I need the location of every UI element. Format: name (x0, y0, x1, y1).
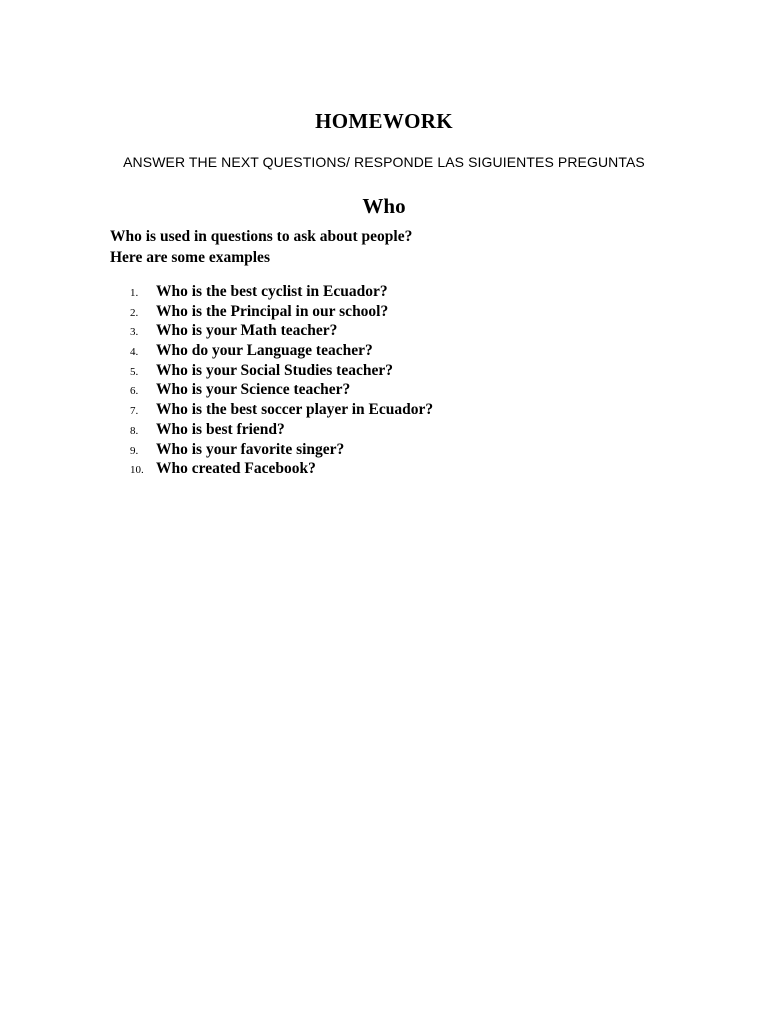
list-item (110, 282, 433, 302)
intro-emphasis: people (361, 228, 405, 245)
intro-line-2: Here are some examples (110, 249, 270, 266)
item-number: 5. (130, 365, 139, 378)
list-item (110, 341, 433, 361)
question-text: Who created Facebook? (156, 460, 316, 478)
list-item (110, 420, 433, 440)
item-number: 10. (130, 464, 144, 477)
intro-line-1 (110, 226, 412, 247)
item-number: 6. (130, 385, 139, 398)
question-text: Who is best friend? (156, 420, 285, 438)
intro-punctuation: ? (404, 228, 413, 245)
question-text: Who is your favorite singer? (156, 440, 345, 458)
list-item (110, 400, 433, 420)
item-number: 8. (130, 424, 139, 437)
item-number: 4. (130, 346, 139, 359)
item-number: 3. (130, 326, 139, 339)
question-text: Who is your Math teacher? (156, 322, 338, 340)
intro-paragraph (110, 226, 412, 268)
item-number: 7. (130, 405, 139, 418)
list-item (110, 321, 433, 341)
page-title: HOMEWORK (315, 109, 453, 133)
question-text: Who is the Principal in our school? (156, 302, 389, 320)
section-heading: Who (362, 194, 406, 218)
item-number: 1. (130, 287, 139, 299)
question-text: Who is the best soccer player in Ecuador? (156, 401, 434, 419)
instruction-text: ANSWER THE NEXT QUESTIONS/ RESPONDE LAS SIGUIENTES PREGUNTAS (123, 154, 645, 170)
item-number: 9. (130, 444, 139, 457)
intro-text: Who is used in questions to ask about (110, 228, 362, 245)
question-text: Who is your Social Studies teacher? (156, 361, 393, 379)
list-item (110, 302, 433, 322)
questions-list (110, 282, 433, 479)
item-number: 2. (130, 306, 139, 319)
list-item (110, 380, 433, 400)
question-text: Who is the best cyclist in Ecuador? (156, 283, 388, 300)
question-text: Who is your Science teacher? (156, 381, 351, 399)
list-item (110, 459, 433, 479)
list-item (110, 361, 433, 381)
list-item (110, 440, 433, 460)
question-text: Who do your Language teacher? (156, 342, 373, 360)
